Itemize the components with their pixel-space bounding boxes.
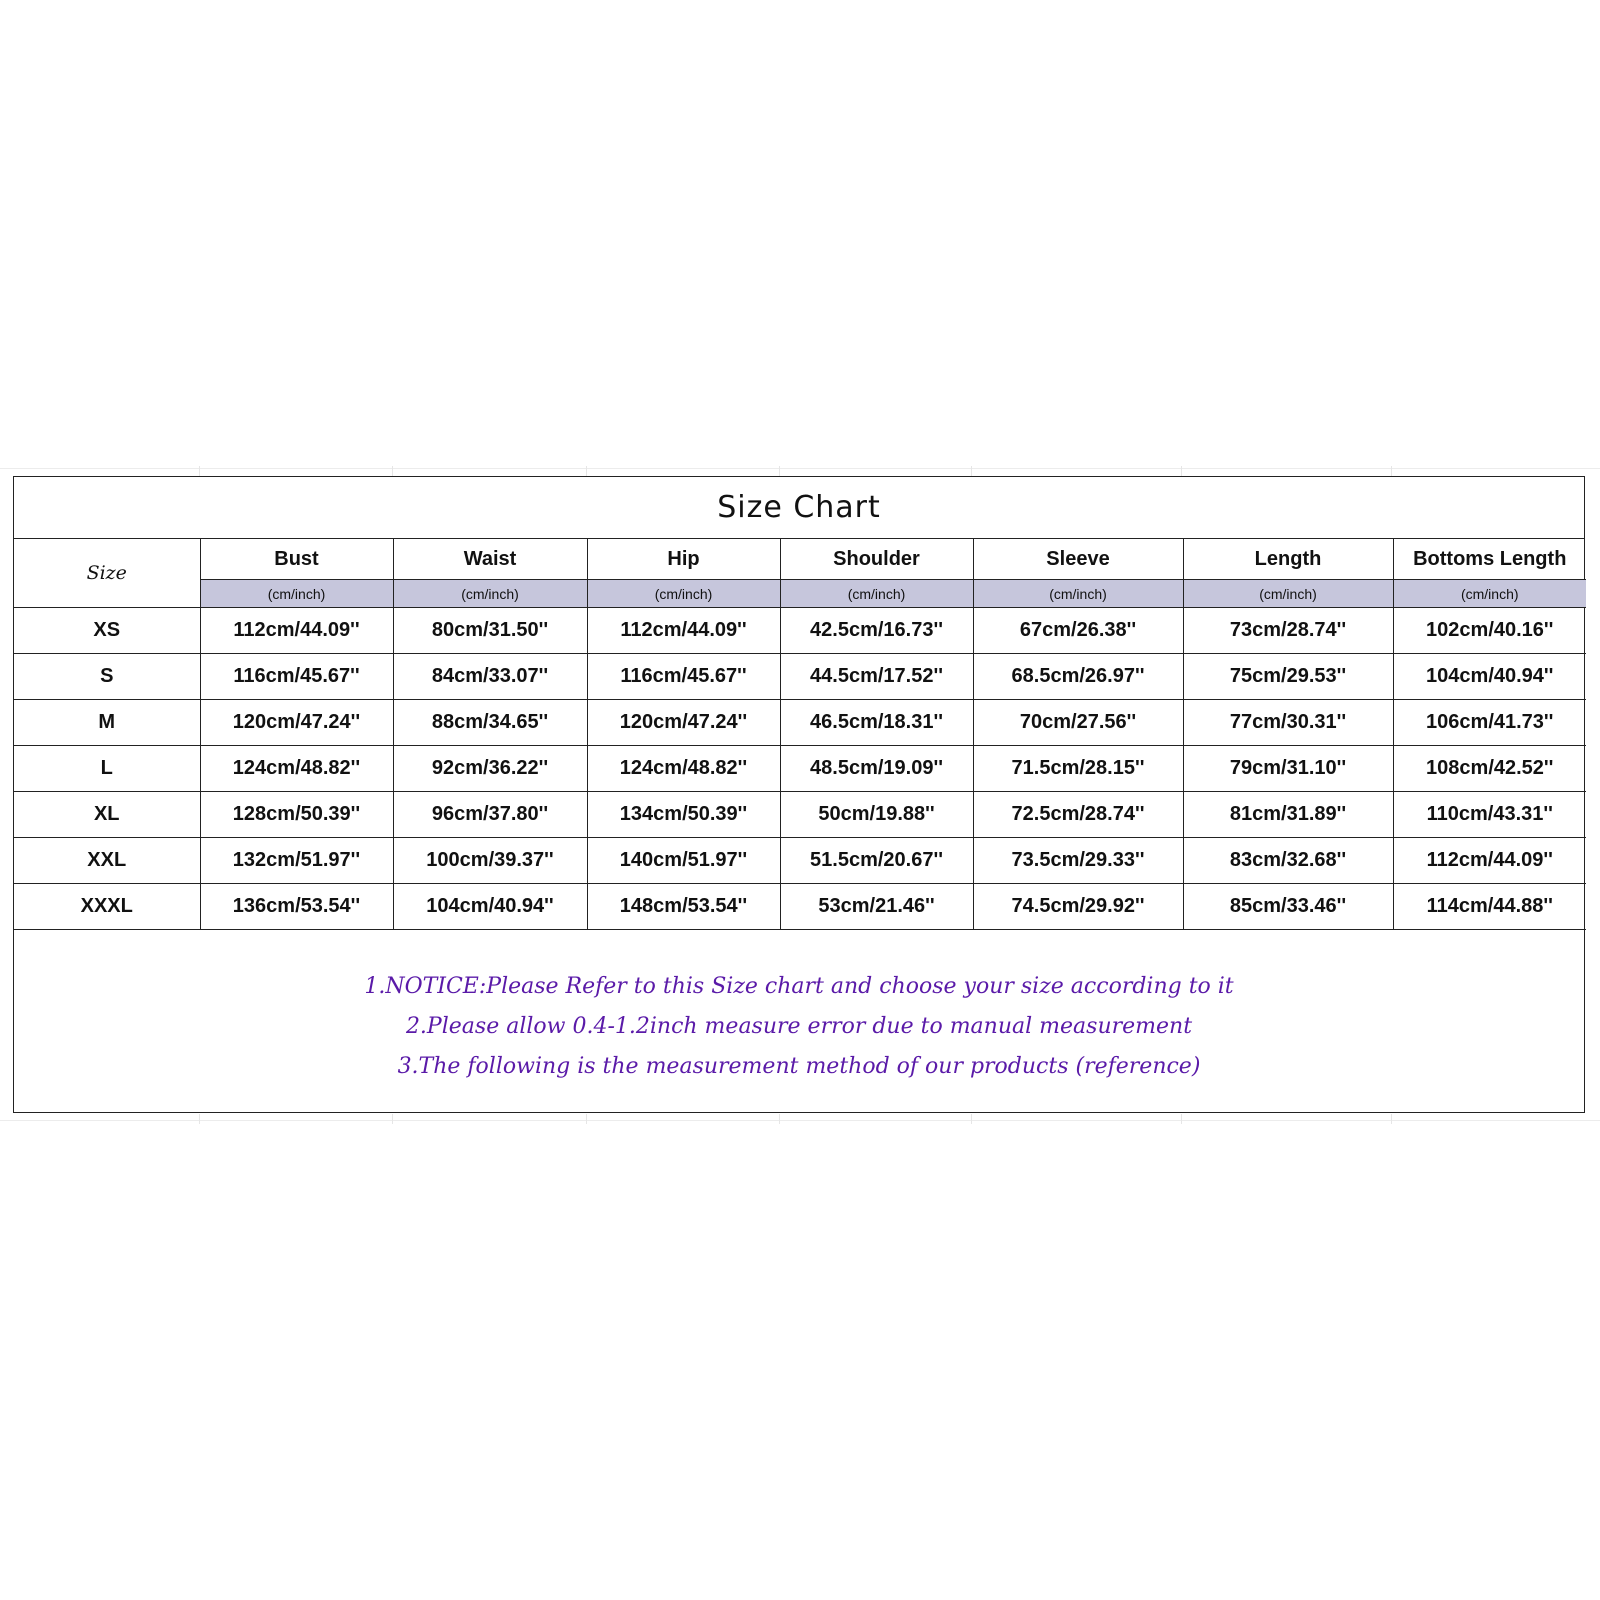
table-cell: 79cm/31.10'' bbox=[1183, 746, 1393, 792]
table-row bbox=[14, 746, 1586, 792]
table-cell: 44.5cm/17.52'' bbox=[780, 654, 973, 700]
table-cell: 148cm/53.54'' bbox=[587, 884, 780, 930]
column-header-hip: Hip bbox=[587, 539, 780, 580]
size-cell: M bbox=[14, 700, 200, 746]
table-cell: 132cm/51.97'' bbox=[200, 838, 393, 884]
table-cell: 53cm/21.46'' bbox=[780, 884, 973, 930]
size-column-header: Size bbox=[14, 539, 200, 608]
table-cell: 68.5cm/26.97'' bbox=[973, 654, 1183, 700]
chart-title: Size Chart bbox=[717, 490, 881, 525]
table-row bbox=[14, 654, 1586, 700]
table-cell: 128cm/50.39'' bbox=[200, 792, 393, 838]
table-cell: 92cm/36.22'' bbox=[393, 746, 587, 792]
table-cell: 80cm/31.50'' bbox=[393, 608, 587, 654]
size-cell: S bbox=[14, 654, 200, 700]
unit-row bbox=[14, 580, 1586, 608]
grid-tick bbox=[971, 1114, 972, 1124]
column-header-sleeve: Sleeve bbox=[973, 539, 1183, 580]
table-cell: 70cm/27.56'' bbox=[973, 700, 1183, 746]
table-cell: 48.5cm/19.09'' bbox=[780, 746, 973, 792]
table-cell: 85cm/33.46'' bbox=[1183, 884, 1393, 930]
grid-tick bbox=[1181, 466, 1182, 476]
column-header-waist: Waist bbox=[393, 539, 587, 580]
table-cell: 136cm/53.54'' bbox=[200, 884, 393, 930]
table-row bbox=[14, 700, 1586, 746]
table-cell: 88cm/34.65'' bbox=[393, 700, 587, 746]
table-cell: 96cm/37.80'' bbox=[393, 792, 587, 838]
grid-tick bbox=[392, 1114, 393, 1124]
table-cell: 51.5cm/20.67'' bbox=[780, 838, 973, 884]
table-cell: 75cm/29.53'' bbox=[1183, 654, 1393, 700]
table-cell: 124cm/48.82'' bbox=[200, 746, 393, 792]
table-cell: 104cm/40.94'' bbox=[1393, 654, 1586, 700]
table-cell: 83cm/32.68'' bbox=[1183, 838, 1393, 884]
table-cell: 46.5cm/18.31'' bbox=[780, 700, 973, 746]
size-cell: XL bbox=[14, 792, 200, 838]
table-cell: 112cm/44.09'' bbox=[587, 608, 780, 654]
table-cell: 120cm/47.24'' bbox=[200, 700, 393, 746]
table-cell: 104cm/40.94'' bbox=[393, 884, 587, 930]
grid-tick bbox=[1391, 1114, 1392, 1124]
table-cell: 77cm/30.31'' bbox=[1183, 700, 1393, 746]
table-cell: 81cm/31.89'' bbox=[1183, 792, 1393, 838]
table-cell: 106cm/41.73'' bbox=[1393, 700, 1586, 746]
note-line: 3.The following is the measurement method of our products (reference) bbox=[397, 1053, 1201, 1079]
table-cell: 73cm/28.74'' bbox=[1183, 608, 1393, 654]
grid-tick bbox=[199, 1114, 200, 1124]
table-cell: 110cm/43.31'' bbox=[1393, 792, 1586, 838]
table-cell: 102cm/40.16'' bbox=[1393, 608, 1586, 654]
table-cell: 112cm/44.09'' bbox=[1393, 838, 1586, 884]
table-row bbox=[14, 884, 1586, 930]
column-header-shoulder: Shoulder bbox=[780, 539, 973, 580]
unit-label: (cm/inch) bbox=[587, 580, 780, 608]
grid-tick bbox=[199, 466, 200, 476]
column-header-bottoms-length: Bottoms Length bbox=[1393, 539, 1586, 580]
unit-label: (cm/inch) bbox=[200, 580, 393, 608]
table-cell: 116cm/45.67'' bbox=[200, 654, 393, 700]
grid-tick bbox=[971, 466, 972, 476]
title-bar bbox=[14, 477, 1584, 539]
table-cell: 71.5cm/28.15'' bbox=[973, 746, 1183, 792]
table-cell: 114cm/44.88'' bbox=[1393, 884, 1586, 930]
grid-tick bbox=[586, 466, 587, 476]
size-table bbox=[14, 539, 1586, 930]
table-row bbox=[14, 608, 1586, 654]
grid-line-bottom bbox=[0, 1120, 1600, 1121]
note-line: 2.Please allow 0.4-1.2inch measure error due to manual measurement bbox=[405, 1013, 1193, 1039]
column-header-length: Length bbox=[1183, 539, 1393, 580]
table-cell: 108cm/42.52'' bbox=[1393, 746, 1586, 792]
column-header-bust: Bust bbox=[200, 539, 393, 580]
unit-label: (cm/inch) bbox=[1183, 580, 1393, 608]
table-cell: 84cm/33.07'' bbox=[393, 654, 587, 700]
unit-label: (cm/inch) bbox=[393, 580, 587, 608]
table-cell: 74.5cm/29.92'' bbox=[973, 884, 1183, 930]
table-row bbox=[14, 838, 1586, 884]
grid-tick bbox=[392, 466, 393, 476]
table-cell: 73.5cm/29.33'' bbox=[973, 838, 1183, 884]
unit-label: (cm/inch) bbox=[780, 580, 973, 608]
grid-tick bbox=[1391, 466, 1392, 476]
table-cell: 120cm/47.24'' bbox=[587, 700, 780, 746]
size-cell: XS bbox=[14, 608, 200, 654]
grid-tick bbox=[779, 466, 780, 476]
table-cell: 116cm/45.67'' bbox=[587, 654, 780, 700]
unit-label: (cm/inch) bbox=[973, 580, 1183, 608]
size-cell: L bbox=[14, 746, 200, 792]
table-cell: 112cm/44.09'' bbox=[200, 608, 393, 654]
grid-line-top bbox=[0, 468, 1600, 469]
grid-tick bbox=[586, 1114, 587, 1124]
table-cell: 140cm/51.97'' bbox=[587, 838, 780, 884]
table-cell: 124cm/48.82'' bbox=[587, 746, 780, 792]
header-row bbox=[14, 539, 1586, 580]
table-cell: 67cm/26.38'' bbox=[973, 608, 1183, 654]
table-row bbox=[14, 792, 1586, 838]
size-chart bbox=[13, 476, 1585, 1113]
table-cell: 72.5cm/28.74'' bbox=[973, 792, 1183, 838]
notes-section bbox=[14, 939, 1584, 1114]
size-cell: XXL bbox=[14, 838, 200, 884]
table-cell: 50cm/19.88'' bbox=[780, 792, 973, 838]
table-cell: 100cm/39.37'' bbox=[393, 838, 587, 884]
table-cell: 134cm/50.39'' bbox=[587, 792, 780, 838]
unit-label: (cm/inch) bbox=[1393, 580, 1586, 608]
grid-tick bbox=[779, 1114, 780, 1124]
grid-tick bbox=[1181, 1114, 1182, 1124]
table-cell: 42.5cm/16.73'' bbox=[780, 608, 973, 654]
size-cell: XXXL bbox=[14, 884, 200, 930]
note-line: 1.NOTICE:Please Refer to this Size chart and choose your size according to it bbox=[364, 973, 1234, 999]
